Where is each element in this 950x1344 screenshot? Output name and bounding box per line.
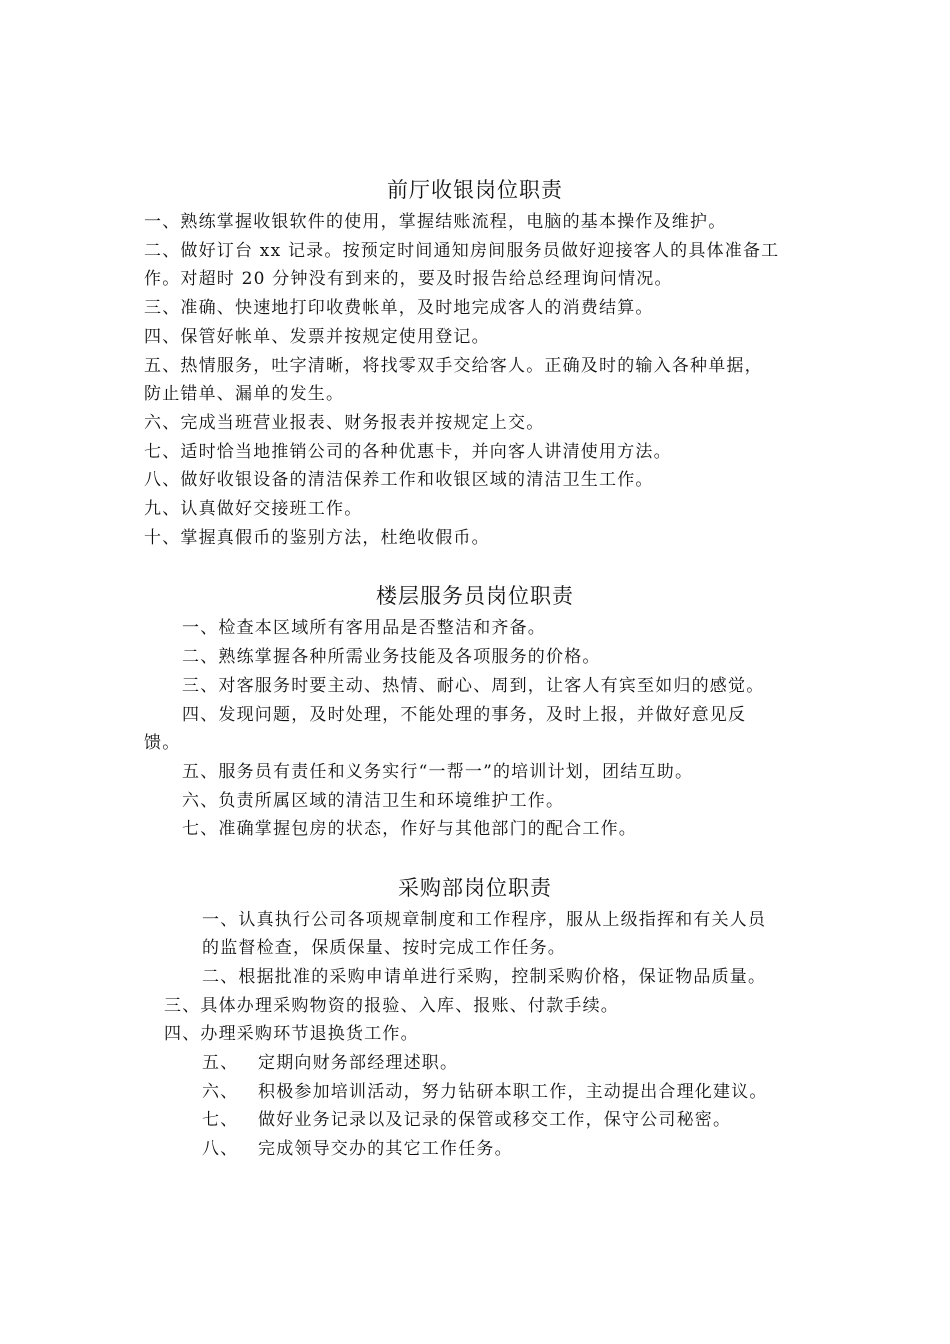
- cashier-duty-8: 八、做好收银设备的清洁保养工作和收银区域的清洁卫生工作。: [144, 470, 654, 490]
- purchasing-duty-8-text: 完成领导交办的其它工作任务。: [258, 1139, 513, 1159]
- cashier-duty-10: 十、掌握真假币的鉴别方法，杜绝收假币。: [144, 528, 490, 548]
- section-title-floor-attendant: 楼层服务员岗位职责: [376, 584, 574, 608]
- floor-duty-1: 一、检查本区域所有客用品是否整洁和齐备。: [182, 618, 546, 638]
- floor-duty-2: 二、熟练掌握各种所需业务技能及各项服务的价格。: [182, 647, 601, 667]
- purchasing-duty-1-cont: 的监督检查，保质保量、按时完成工作任务。: [202, 938, 566, 958]
- purchasing-duty-7-number: 七、: [202, 1110, 239, 1130]
- purchasing-duty-6-text: 积极参加培训活动，努力钻研本职工作，主动提出合理化建议。: [258, 1082, 768, 1102]
- cashier-duty-5: 五、热情服务，吐字清晰，将找零双手交给客人。正确及时的输入各种单据，: [144, 356, 763, 376]
- purchasing-duty-7: [202, 1109, 731, 1131]
- floor-duty-3: 三、对客服务时要主动、热情、耐心、周到，让客人有宾至如归的感觉。: [182, 676, 765, 696]
- purchasing-duty-2: 二、根据批准的采购申请单进行采购，控制采购价格，保证物品质量。: [202, 967, 767, 987]
- cashier-duty-3: 三、准确、快速地打印收费帐单，及时地完成客人的消费结算。: [144, 298, 654, 318]
- purchasing-duty-8-number: 八、: [202, 1139, 239, 1159]
- section-title-front-desk-cashier: 前厅收银岗位职责: [387, 178, 563, 202]
- floor-duty-5: 五、服务员有责任和义务实行“一帮一”的培训计划，团结互助。: [182, 762, 694, 782]
- floor-duty-4-cont: 馈。: [144, 733, 181, 753]
- purchasing-duty-5: [202, 1052, 458, 1074]
- purchasing-duty-3: 三、具体办理采购物资的报验、入库、报账、付款手续。: [164, 996, 619, 1016]
- purchasing-duty-8: [202, 1138, 513, 1160]
- cashier-duty-7: 七、适时恰当地推销公司的各种优惠卡，并向客人讲清使用方法。: [144, 442, 672, 462]
- purchasing-duty-5-text: 定期向财务部经理述职。: [258, 1053, 459, 1073]
- cashier-duty-6: 六、完成当班营业报表、财务报表并按规定上交。: [144, 413, 545, 433]
- floor-duty-6: 六、负责所属区域的清洁卫生和环境维护工作。: [182, 791, 565, 811]
- floor-duty-4: 四、发现问题，及时处理，不能处理的事务，及时上报，并做好意见反: [182, 705, 747, 725]
- purchasing-duty-5-number: 五、: [202, 1053, 239, 1073]
- purchasing-duty-1: 一、认真执行公司各项规章制度和工作程序，服从上级指挥和有关人员: [202, 910, 767, 930]
- cashier-duty-2-cont: 作。对超时 20 分钟没有到来的，要及时报告给总经理询问情况。: [144, 269, 673, 289]
- purchasing-duty-4: 四、办理采购环节退换货工作。: [164, 1024, 419, 1044]
- cashier-duty-4: 四、保管好帐单、发票并按规定使用登记。: [144, 327, 490, 347]
- section-title-purchasing: 采购部岗位职责: [398, 876, 552, 900]
- cashier-duty-9: 九、认真做好交接班工作。: [144, 499, 363, 519]
- floor-duty-7: 七、准确掌握包房的状态，作好与其他部门的配合工作。: [182, 819, 637, 839]
- purchasing-duty-6: [202, 1081, 768, 1103]
- cashier-duty-1: 一、熟练掌握收银软件的使用，掌握结账流程，电脑的基本操作及维护。: [144, 212, 727, 232]
- cashier-duty-5-cont: 防止错单、漏单的发生。: [144, 384, 345, 404]
- purchasing-duty-6-number: 六、: [202, 1082, 239, 1102]
- cashier-duty-2: 二、做好订台 xx 记录。按预定时间通知房间服务员做好迎接客人的具体准备工: [144, 241, 780, 261]
- purchasing-duty-7-text: 做好业务记录以及记录的保管或移交工作，保守公司秘密。: [258, 1110, 732, 1130]
